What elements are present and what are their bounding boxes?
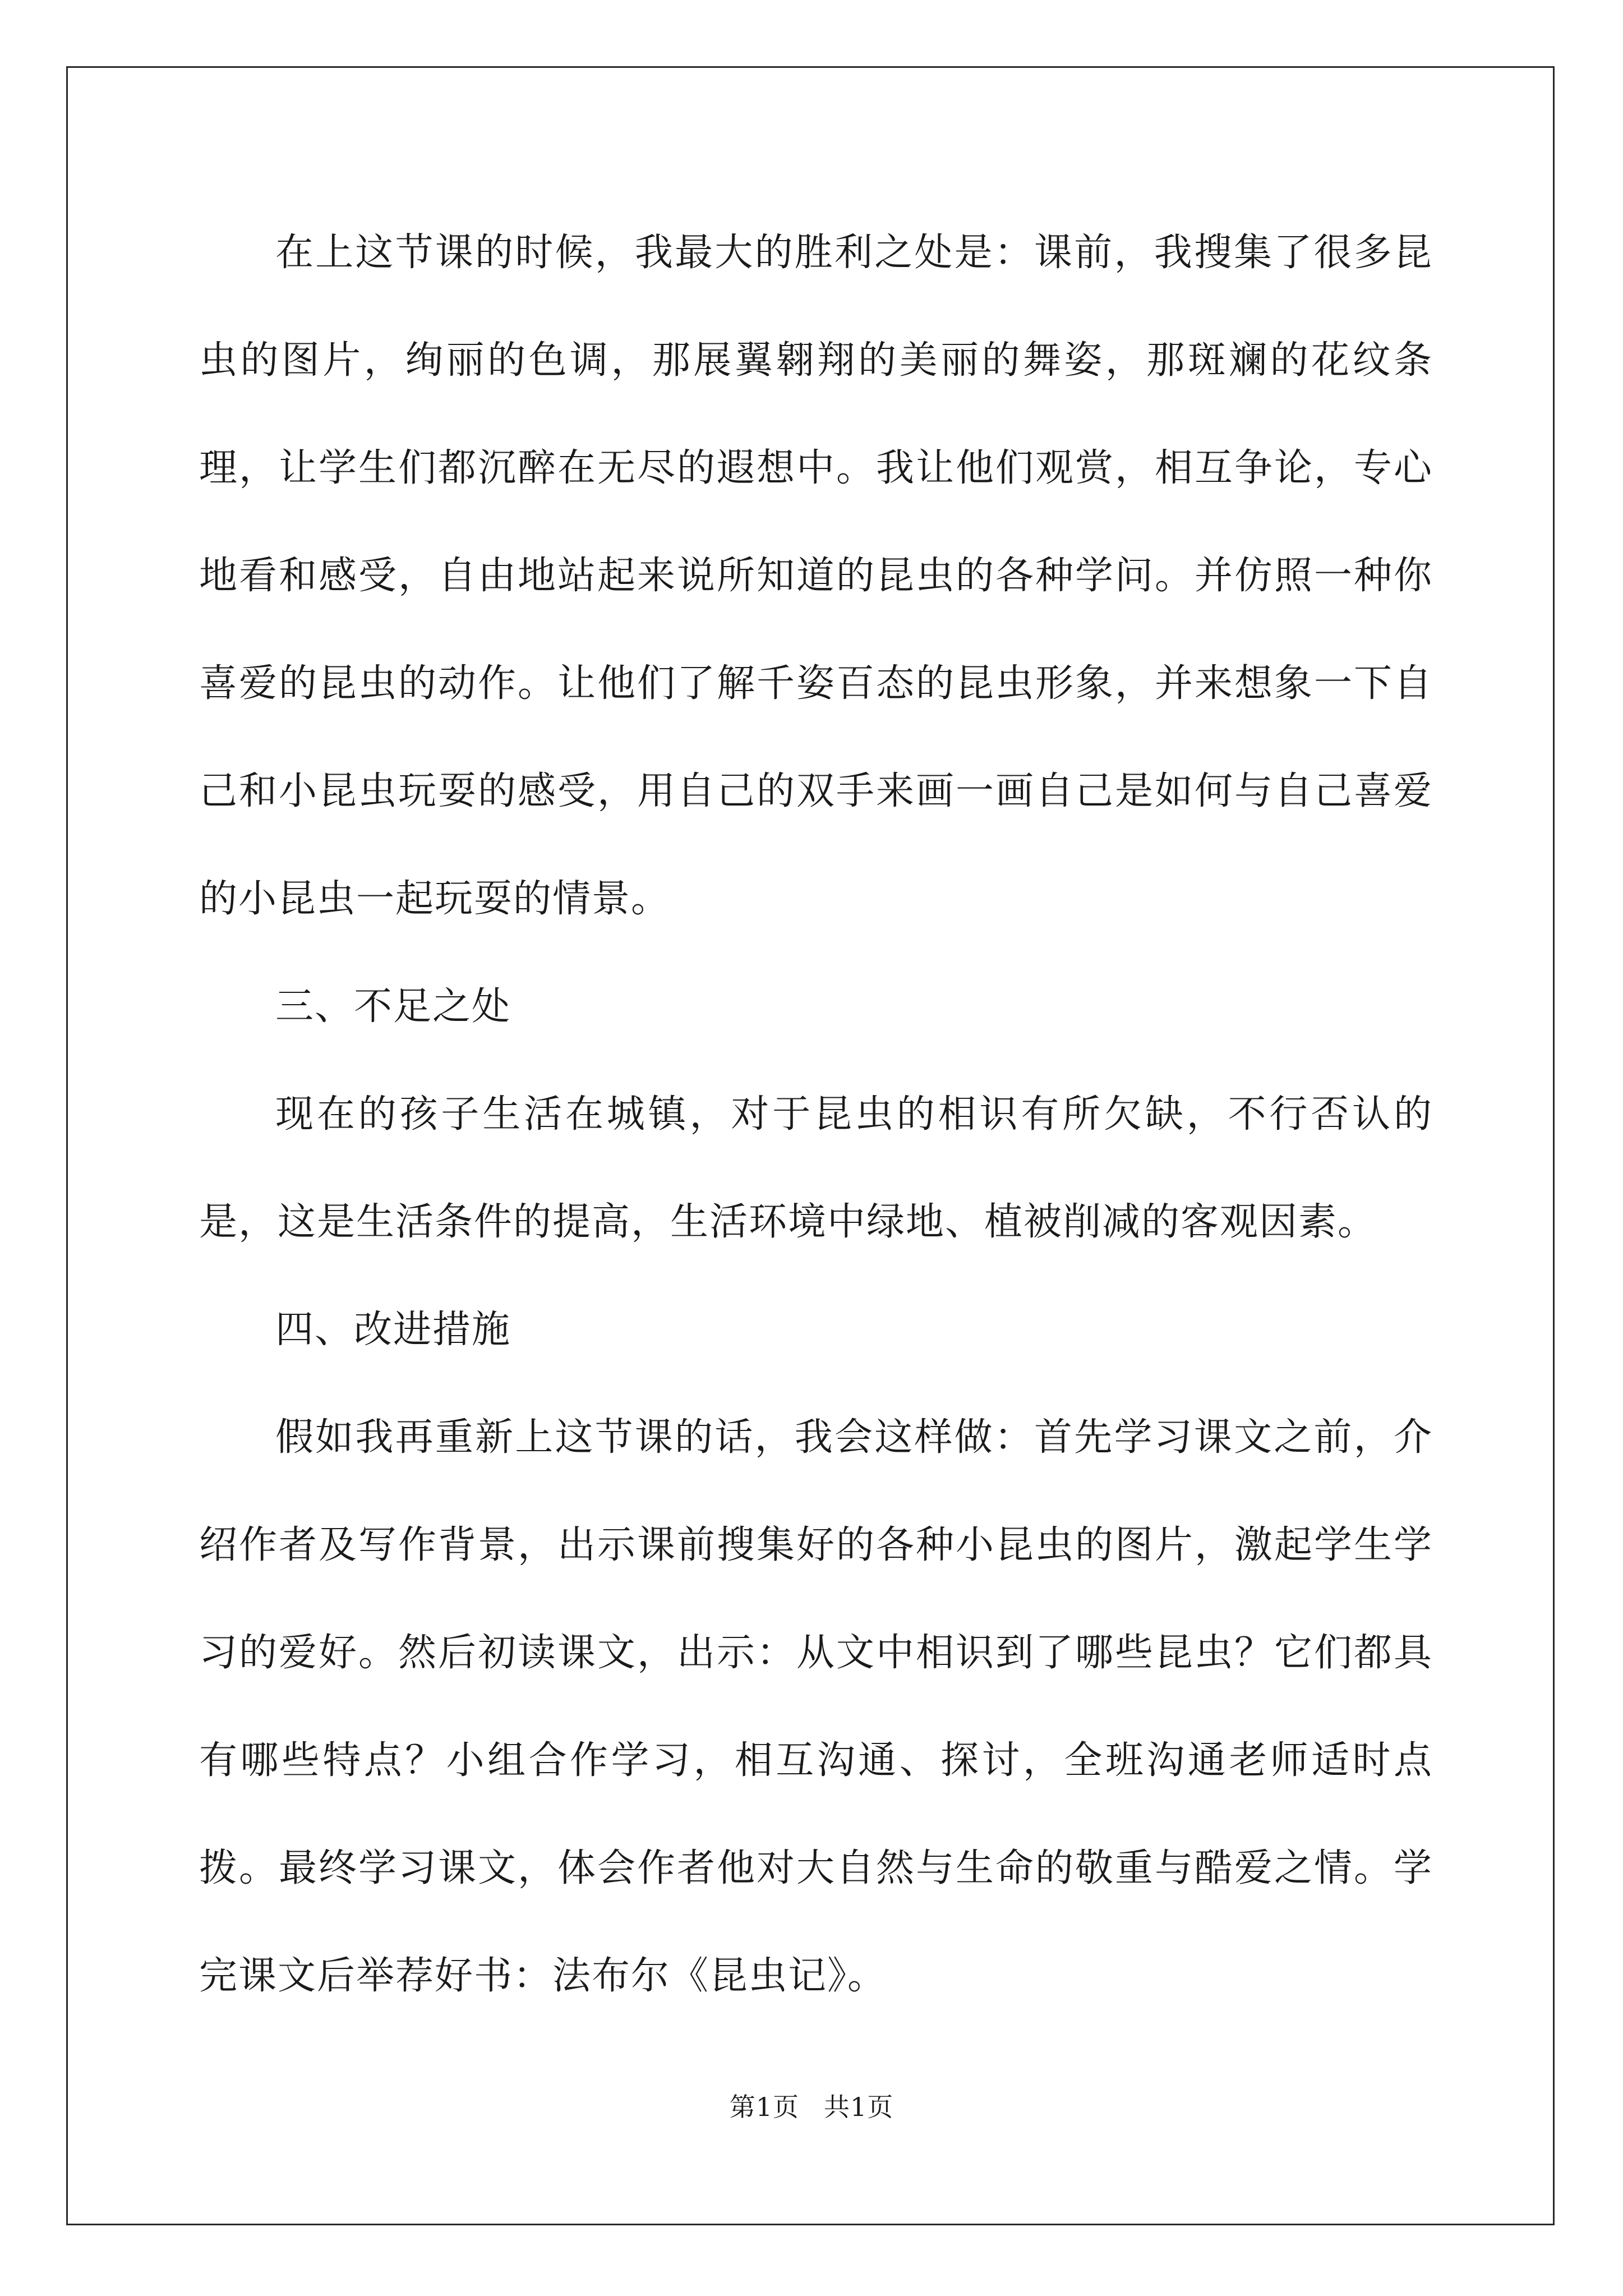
page-total: 共1页 (824, 2092, 894, 2122)
section-heading-shortcomings: 三、不足之处 (275, 984, 511, 1029)
section-heading-improvements: 四、改进措施 (275, 1308, 511, 1352)
page-footer (0, 2087, 1623, 2124)
paragraph-success: 在上这节课的时候，我最大的胜利之处是：课前，我搜集了很多昆虫的图片，绚丽的色调，那展翼翱翔的美丽的舞姿，那斑斓的花纹条理，让学生们都沉醉在无尽的遐想中。我让他们观赏，相互争论，专心地看和感受，自由地站起来说所知道的昆虫的各种学问。并仿照一种你喜爱的昆虫的动作。让他们了解千姿百态的昆虫形象，并来想象一下自己和小昆虫玩耍的感受，用自己的双手来画一画自己是如何与自己喜爱的小昆虫一起玩耍的情景。 (199, 231, 1433, 921)
paragraph-improvements: 假如我再重新上这节课的话，我会这样做：首先学习课文之前，介绍作者及写作背景，出示课前搜集好的各种小昆虫的图片，激起学生学习的爱好。然后初读课文，出示：从文中相识到了哪些昆虫？它们都具有哪些特点？小组合作学习，相互沟通、探讨，全班沟通老师适时点拨。最终学习课文，体会作者他对大自然与生命的敬重与酷爱之情。学完课文后举荐好书：法布尔《昆虫记》。 (199, 1415, 1433, 1998)
page-number: 第1页 (729, 2092, 799, 2122)
document-body (199, 199, 1433, 2030)
paragraph-shortcomings: 现在的孩子生活在城镇，对于昆虫的相识有所欠缺，不行否认的是，这是生活条件的提高，生活环境中绿地、植被削减的客观因素。 (199, 1092, 1433, 1244)
